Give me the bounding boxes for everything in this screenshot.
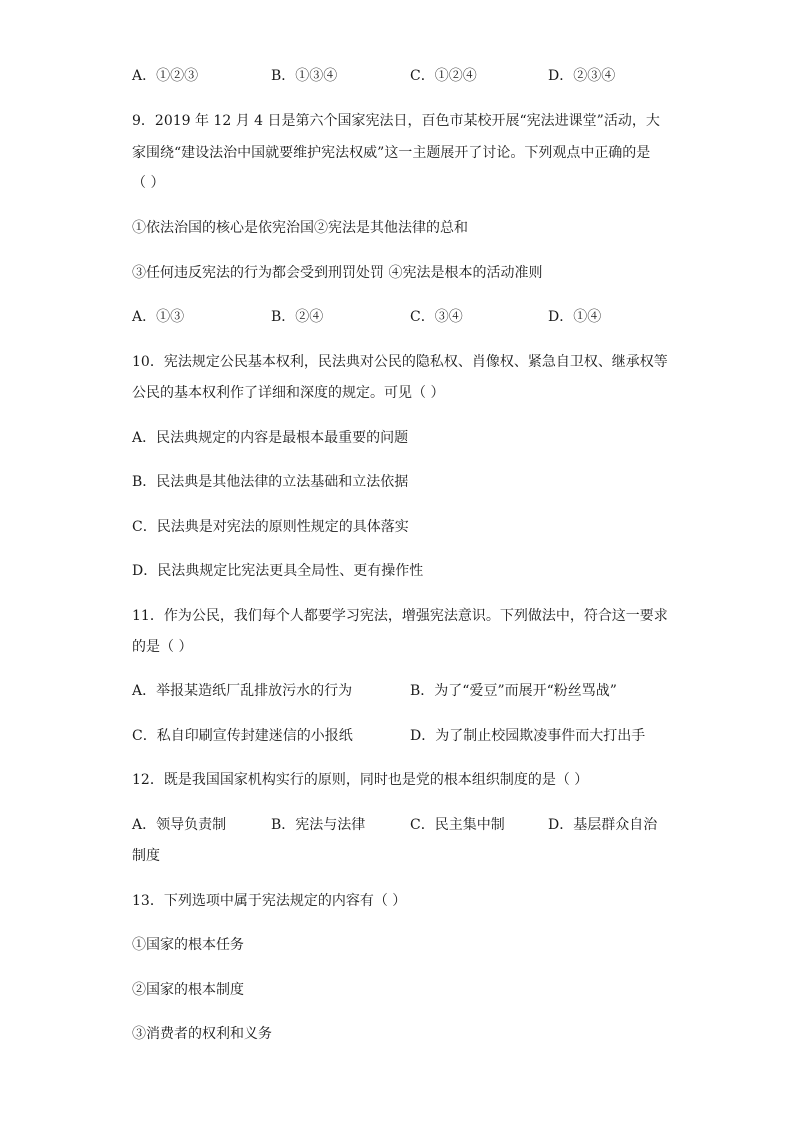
q12-option-a: A．领导负责制 [132, 817, 227, 833]
q9-stem-line3: （ ） [132, 175, 165, 191]
q10-option-c: C．民法典是对宪法的原则性规定的具体落实 [132, 519, 409, 535]
q10-stem-line1: 10．宪法规定公民基本权利，民法典对公民的隐私权、肖像权、紧急自卫权、继承权等 [132, 354, 668, 370]
q11-option-c: C．私自印刷宣传封建迷信的小报纸 [132, 728, 353, 744]
q12-option-b: B．宪法与法律 [271, 817, 366, 833]
q10-option-d: D．民法典规定比宪法更具全局性、更有操作性 [132, 563, 424, 579]
q11-options-row2 [0, 726, 794, 746]
q13-statement-2: ②国家的根本制度 [132, 982, 244, 998]
q12-option-d-continuation: 制度 [132, 848, 160, 864]
q8-options-row [0, 66, 794, 86]
q10-option-b: B．民法典是其他法律的立法基础和立法依据 [132, 474, 409, 490]
q8-option-d: D．②③④ [548, 68, 616, 84]
q9-statement-line2: ③任何违反宪法的行为都会受到刑罚处罚 ④宪法是根本的活动准则 [132, 265, 543, 281]
q9-option-b: B．②④ [271, 309, 324, 325]
q12-stem: 12．既是我国国家机构实行的原则，同时也是党的根本组织制度的是（ ） [132, 772, 589, 788]
q9-option-c: C．③④ [410, 309, 463, 325]
q11-stem-line2: 的是（ ） [132, 639, 193, 655]
q8-option-b: B．①③④ [271, 68, 338, 84]
q11-option-a: A．举报某造纸厂乱排放污水的行为 [132, 683, 353, 699]
q11-options-row1 [0, 681, 794, 701]
q9-option-a: A．①③ [132, 309, 185, 325]
q9-stem-line1: 9．2019 年 12 月 4 日是第六个国家宪法日，百色市某校开展“宪法进课堂”活动，大 [132, 113, 660, 129]
q9-options-row [0, 307, 794, 327]
q12-option-c: C．民主集中制 [410, 817, 505, 833]
q9-stem-line2: 家围绕“建设法治中国就要维护宪法权威”这一主题展开了讨论。下列观点中正确的是 [132, 145, 651, 161]
q13-statement-3: ③消费者的权利和义务 [132, 1026, 272, 1042]
q13-stem: 13．下列选项中属于宪法规定的内容有（ ） [132, 893, 407, 909]
q8-option-c: C．①②④ [410, 68, 477, 84]
q10-stem-line2: 公民的基本权利作了详细和深度的规定。可见（ ） [132, 385, 445, 401]
q11-option-d: D．为了制止校园欺凌事件而大打出手 [410, 728, 646, 744]
q11-stem-line1: 11．作为公民，我们每个人都要学习宪法，增强宪法意识。下列做法中，符合这一要求 [132, 608, 668, 624]
q11-option-b: B．为了“爱豆”而展开“粉丝骂战” [410, 683, 617, 699]
q9-statement-line1: ①依法治国的核心是依宪治国②宪法是其他法律的总和 [132, 220, 468, 236]
q12-options-row [0, 815, 794, 835]
q10-option-a: A．民法典规定的内容是最根本最重要的问题 [132, 430, 409, 446]
q13-statement-1: ①国家的根本任务 [132, 937, 244, 953]
q12-option-d: D．基层群众自治 [548, 817, 658, 833]
q8-option-a: A．①②③ [132, 68, 199, 84]
q9-option-d: D．①④ [548, 309, 602, 325]
